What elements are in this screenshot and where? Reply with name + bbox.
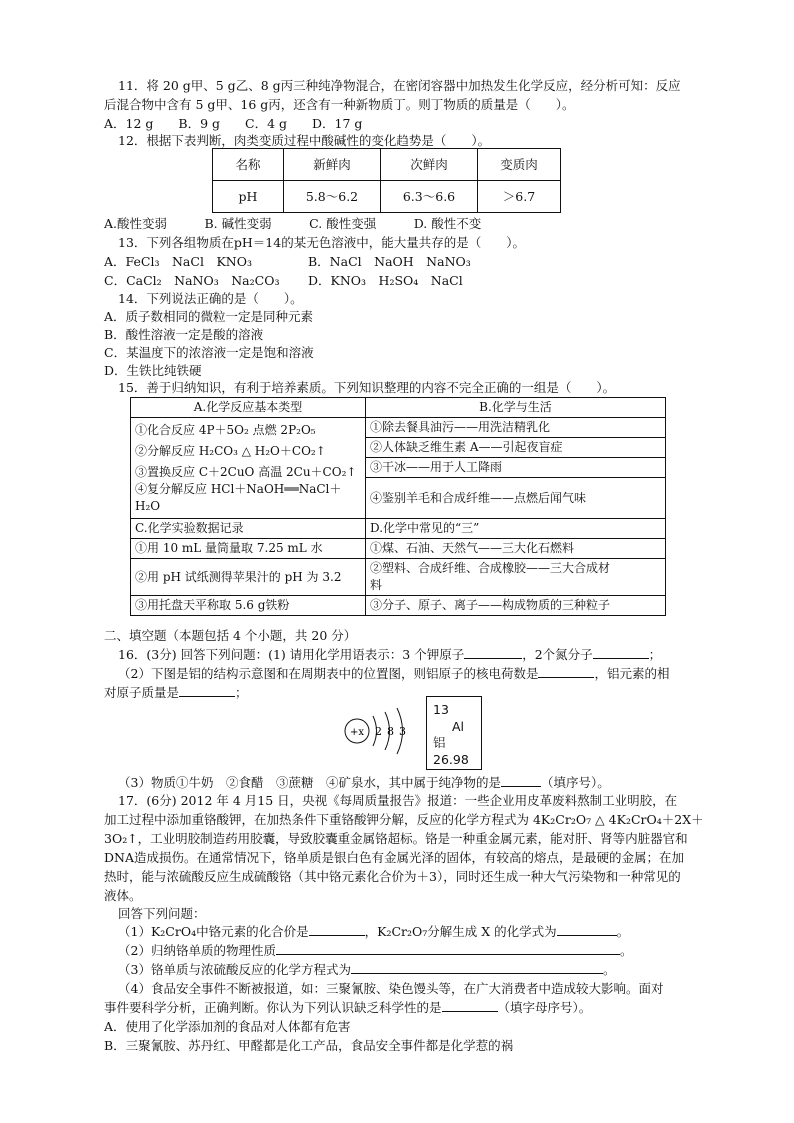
q11-line1: 11．将 20 g甲、5 g乙、8 g丙三种纯净物混合，在密闭容器中加热发生化学反应，经分析可知：反应 [118,78,681,93]
answer-blank[interactable] [593,658,649,659]
section-heading: 二、填空题（本题包括 4 个小题，共 20 分） [104,628,357,643]
q17-text: 事件要科学分析，正确判断。你认为下列认识缺乏科学性的是 [104,1000,442,1015]
group-d-item-2-line: ②塑料、合成纤维、合成橡胶——三大合成材 [370,561,611,575]
group-c-item-2: ②用 pH 试纸测得苹果汁的 pH 为 3.2 [131,559,366,596]
q17-text: 。 [616,924,630,939]
q13-option-c: C．CaCl₂ NaNO₃ Na₂CO₃ [104,273,280,288]
q13-stem: 13．下列各组物质在pH＝14的某无色溶液中，能大量共存的是（ ）。 [118,235,525,250]
table-row [213,181,561,213]
q14-option-c: C．某温度下的浓溶液一定是饱和溶液 [104,345,314,360]
group-a-title: A.化学反应基本类型 [131,398,366,418]
table-header-cell: 次鲜肉 [381,149,478,181]
q14-stem: 14．下列说法正确的是（ ）。 [118,291,303,306]
element-name: 铝 [433,735,446,750]
q17-ask: 回答下列问题： [118,906,206,921]
q11-line2: 后混合物中含有 5 g甲、16 g丙，还含有一种新物质丁。则丁物质的质量是（ ）。 [104,97,575,112]
q17-text: 。 [602,962,616,977]
q14-option-a: A．质子数相同的微粒一定是同种元素 [104,309,314,324]
q17-text: （2）归纳铬单质的物理性质 [118,943,276,958]
q17-text: ，K₂Cr₂O₇分解生成 X 的化学式为 [364,924,557,939]
q17-text: 。 [619,943,633,958]
q16-text: （填序号）。 [540,775,610,790]
table-row [131,596,666,616]
shell-electron-count: 2 [375,725,382,738]
group-b-item-3: ③干冰——用于人工降雨 [366,458,666,478]
table-cell: ＞6.7 [478,181,561,213]
q17-sub1 [118,922,629,941]
q17-sub4-line2 [104,998,591,1017]
group-a-item-4-cont: H₂O [135,498,161,513]
element-symbol: Al [452,719,465,734]
aluminium-atom-diagram [340,706,420,756]
table-row [131,519,666,539]
periodic-table-tile [426,696,482,770]
group-b-item-2: ②人体缺乏维生素 A——引起夜盲症 [366,438,666,458]
q17-sub4-line1: （4）食品安全事件不断被报道，如：三聚氰胺、染色馒头等，在广大消费者中造成较大影响。面对 [118,981,664,996]
group-b-item-1: ①除去餐具油污——用洗洁精乳化 [366,418,666,438]
group-c-title: C.化学实验数据记录 [131,519,366,539]
q12-ph-table [212,148,561,213]
q11-options: A．12 g B．9 g C．4 g D．17 g [104,116,363,131]
q17-para-line: 3O₂↑，工业明胶制造药用胶囊，导致胶囊重金属铬超标。铬是一种重金属元素，能对肝、肾等内脏器官和 [104,831,688,846]
q17-text: （3）铬单质与浓硫酸反应的化学方程式为 [118,962,351,977]
q17-sub2 [118,941,632,960]
answer-blank[interactable] [276,954,620,955]
table-row [131,398,666,418]
group-a-items [131,418,366,519]
q17-para-line: 17．(6分) 2012 年 4 月15 日，央视《每周质量报告》报道：一些企业用皮革废料熬制工业明胶，在 [118,793,678,808]
group-a-item-2: ②分解反应 H₂CO₃ △ H₂O＋CO₂↑ [135,443,326,458]
table-header-cell: 新鲜肉 [284,149,381,181]
q17-option-a: A．使用了化学添加剂的食品对人体都有危害 [104,1019,351,1034]
answer-blank[interactable] [501,786,541,787]
group-d-item-2 [366,559,666,596]
answer-blank[interactable] [351,973,603,974]
q13-option-a: A．FeCl₃ NaCl KNO₃ [104,254,252,269]
q14-option-d: D．生铁比纯铁硬 [104,363,202,378]
q16-text: （3）物质①牛奶 ②食醋 ③蔗糖 ④矿泉水，其中属于纯净物的是 [118,775,501,790]
q12-options: A.酸性变弱 B. 碱性变弱 C. 酸性变强 D. 酸性不变 [104,216,482,231]
q13-option-b: B．NaCl NaOH NaNO₃ [308,254,471,269]
q17-text: （填字母序号）。 [497,1000,592,1015]
answer-blank[interactable] [442,1011,498,1012]
q16-line4 [118,773,610,792]
atomic-mass: 26.98 [433,752,469,767]
answer-blank[interactable] [464,658,522,659]
q17-para-line: 加工过程中添加重铬酸钾，在加热条件下重铬酸钾分解，反应的化学方程式为 4K₂Cr₂O₇ △ 4K₂CrO₄＋2X＋ [104,812,704,827]
q16-line1 [118,645,661,664]
nucleus-label: +x [349,727,365,738]
q16-line2 [118,664,669,683]
q15-stem: 15．善于归纳知识，有利于培养素质。下列知识整理的内容不完全正确的一组是（ ）。 [118,380,616,395]
q13-option-d: D．KNO₃ H₂SO₄ NaCl [308,273,463,288]
shell-electron-count: 8 [387,725,394,738]
q16-text: ； [648,647,662,662]
group-d-item-2-cont: 料 [370,578,383,592]
answer-blank[interactable] [309,935,365,936]
q17-para-line: 液体。 [104,888,142,903]
table-cell: 6.3～6.6 [381,181,478,213]
group-d-title: D.化学中常见的“三” [366,519,666,539]
answer-blank[interactable] [557,935,617,936]
group-a-item-1: ①化合反应 4P＋5O₂ 点燃 2P₂O₅ [135,422,316,437]
group-b-item-4: ④鉴别羊毛和合成纤维——点燃后闻气味 [366,478,666,519]
q16-text: ，2个氮分子 [522,647,593,662]
q16-text: 对原子质量是 [104,685,180,700]
q17-para-line: DNA造成损伤。在通常情况下，铬单质是银白色有金属光泽的固体，有较高的熔点，是最硬的金属；在加 [104,850,684,865]
group-d-item-3: ③分子、原子、离子——构成物质的三种粒子 [366,596,666,616]
q16-text: ； [235,685,248,700]
group-d-item-1: ①煤、石油、天然气——三大化石燃料 [366,539,666,559]
table-row [131,559,666,596]
table-row [131,418,666,438]
q16-text: 16．(3分) 回答下列问题：(1) 请用化学用语表示：3 个钾原子 [118,647,465,662]
atomic-number: 13 [433,702,449,717]
group-b-title: B.化学与生活 [366,398,666,418]
table-header-row [213,149,561,181]
q16-text: （2）下图是铝的结构示意图和在周期表中的位置图，则铝原子的核电荷数是 [118,666,539,681]
q15-knowledge-table [130,397,666,616]
q16-text: ，铝元素的相 [594,666,670,681]
q17-option-b: B．三聚氰胺、苏丹红、甲醛都是化工产品，食品安全事件都是化学惹的祸 [104,1038,514,1053]
q17-sub3 [118,960,615,979]
shell-electron-count: 3 [399,725,406,738]
table-row [131,539,666,559]
q16-line3 [104,683,248,702]
table-header-cell: 变质肉 [478,149,561,181]
q14-option-b: B．酸性溶液一定是酸的溶液 [104,327,264,342]
q12-stem: 12．根据下表判断，肉类变质过程中酸碱性的变化趋势是（ ）。 [118,133,491,148]
group-c-item-3: ③用托盘天平称取 5.6 g铁粉 [131,596,366,616]
q17-text: （1）K₂CrO₄中铬元素的化合价是 [118,924,309,939]
table-cell: pH [213,181,284,213]
q17-para-line: 热时，能与浓硫酸反应生成硫酸铬（其中铬元素化合价为＋3），同时还生成一种大气污染物和一种常见的 [104,869,681,884]
answer-blank[interactable] [179,696,235,697]
group-c-item-1: ①用 10 mL 量筒量取 7.25 mL 水 [131,539,366,559]
group-a-item-4: ④复分解反应 HCl＋NaOH══NaCl＋ [135,481,342,496]
answer-blank[interactable] [538,677,594,678]
table-header-cell: 名称 [213,149,284,181]
group-a-item-3: ③置换反应 C＋2CuO 高温 2Cu＋CO₂↑ [135,464,357,479]
table-cell: 5.8～6.2 [284,181,381,213]
